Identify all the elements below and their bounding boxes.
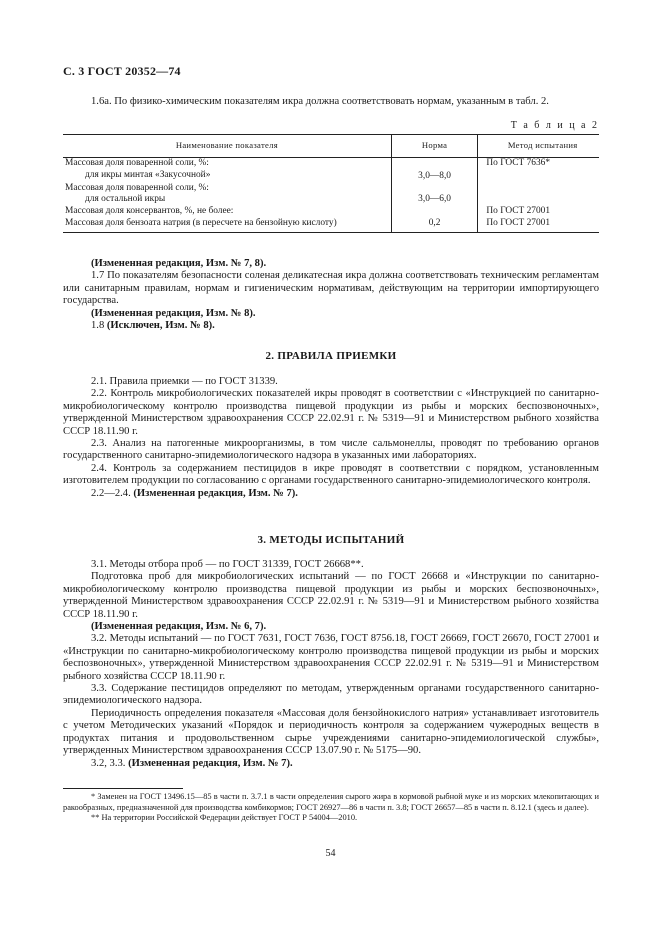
section-2-body — [63, 376, 599, 500]
section-3-body — [63, 559, 599, 770]
cell-norm: 3,0—6,0 — [391, 194, 478, 206]
paragraph: 3.3. Содержание пестицидов определяют по методам, утвержденным органами государственного санитарно-эпидемиологического надзора. — [63, 683, 599, 707]
table-row — [63, 194, 599, 206]
running-header: С. 3 ГОСТ 20352—74 — [63, 64, 181, 78]
table-row — [63, 183, 599, 195]
amendment-note: (Измененная редакция, Изм. № 7). — [133, 487, 298, 499]
paragraph: 2.1. Правила приемки — по ГОСТ 31339. — [91, 376, 278, 387]
column-header-method: Метод испытания — [478, 135, 599, 158]
table-row — [63, 206, 599, 218]
column-header-norm: Норма — [391, 135, 478, 158]
cell-norm: 3,0—8,0 — [391, 170, 478, 183]
paragraph: 2.3. Анализ на патогенные микроорганизмы, в том числе сальмонеллы, проводят по требованию органов государственного санитарно-эпидемиологического надзора в указанных ими лабораториях. — [63, 438, 599, 462]
cell-method — [478, 170, 599, 183]
paragraph: 1.6а. По физико-химическим показателям икра должна соответствовать нормам, указанным в табл. 2. — [91, 96, 549, 107]
cell-indicator: Массовая доля консервантов, %, не более: — [65, 206, 234, 217]
amendment-note: (Измененная редакция, Изм. № 6, 7). — [91, 621, 267, 633]
cell-indicator: Массовая доля бензоата натрия (в пересчете на бензойную кислоту) — [63, 218, 391, 232]
cell-indicator: Массовая доля поваренной соли, %: — [65, 158, 209, 168]
page-number: 54 — [325, 848, 336, 859]
cell-norm: 0,2 — [391, 218, 478, 232]
paragraph: Подготовка проб для микробиологических испытаний — по ГОСТ 26668 и «Инструкции по санитарно-микробиологическому контролю производства пищевой продукции из рыбы и морских беспозвоночных», утвержденной Министерством здравоохранения СССР 22.02.91 г. № 5319—91 и Министерством рыбного хозяйства СССР 18.11.90 г. — [63, 571, 599, 620]
amendment-note: (Измененная редакция, Изм. № 7). — [128, 757, 293, 769]
paragraph: 3.1. Методы отбора проб — по ГОСТ 31339, ГОСТ 26668**. — [91, 559, 364, 570]
clause-number: 3.2, 3.3. — [91, 757, 126, 769]
cell-indicator: для остальной икры — [85, 194, 166, 205]
amendment-note: (Измененная редакция, Изм. № 8). — [91, 307, 256, 319]
table-row — [63, 218, 599, 232]
table-header-row — [63, 135, 599, 158]
cell-method — [478, 194, 599, 206]
cell-method — [478, 183, 599, 195]
cell-method: По ГОСТ 27001 — [478, 206, 599, 218]
clauses-1-7-1-8 — [63, 258, 599, 332]
paragraph: 2.2. Контроль микробиологических показателей икры проводят в соответствии с «Инструкцией по санитарно-микробиологическому контролю производства пищевой продукции из рыбы и морских беспозвоночных», утвержденной Министерством здравоохранения СССР 22.02.91 г. № 5319—91 и Министерством рыбного хозяйства СССР 18.11.90 г. — [63, 388, 599, 437]
section-heading: 3. МЕТОДЫ ИСПЫТАНИЙ — [257, 534, 405, 546]
paragraph — [63, 320, 599, 332]
clause-1-6a — [63, 96, 599, 108]
cell-indicator: для икры минтая «Закусочной» — [85, 169, 211, 180]
paragraph: 3.2. Методы испытаний — по ГОСТ 7631, ГОСТ 7636, ГОСТ 8756.18, ГОСТ 26669, ГОСТ 26670, ГОСТ 27001 и «Инструкции по санитарно-микробиологическому контролю производства пищевой продукции из рыбы и морских беспозвоночных», утвержденной Министерством здравоохранения СССР 22.02.91 г. № 5319—91 и Министерством рыбного хозяйства СССР 18.11.90 г. — [63, 633, 599, 682]
column-header-indicator: Наименование показателя — [63, 135, 391, 158]
cell-norm — [391, 158, 478, 170]
clause-number: 1.8 — [91, 320, 105, 332]
cell-indicator: Массовая доля поваренной соли, %: — [65, 182, 209, 193]
footnote: * Заменен на ГОСТ 13496.15—85 в части п. 3.7.1 в части определения сырого жира в кормовой рыбной муке и из морских млекопитающих и ракообразных, предназначенной для производства комбикормов; ГОСТ 26927—86 в части п. 3.8; ГОСТ 26657—85 в части п. 8.12.1 (здесь и далее). — [63, 792, 599, 812]
table-row — [63, 158, 599, 170]
amendment-note: (Исключен, Изм. № 8). — [106, 320, 215, 332]
cell-norm — [391, 183, 478, 195]
amendment-note: (Измененная редакция, Изм. № 7, 8). — [91, 258, 267, 269]
footnotes — [63, 792, 599, 824]
paragraph: 1.7 По показателям безопасности соленая деликатесная икра должна соответствовать техническим регламентам или санитарным правилам, нормам и гигиеническим нормативам, действующим на территории импортирующего государства. — [63, 270, 599, 307]
table-2 — [63, 134, 599, 233]
table-caption: Т а б л и ц а 2 — [510, 120, 599, 131]
paragraph — [63, 758, 599, 770]
paragraph — [63, 488, 599, 500]
table-row — [63, 170, 599, 183]
paragraph: Периодичность определения показателя «Массовая доля бензойнокислого натрия» устанавливает изготовитель с учетом Методических указаний «Порядок и периодичность контроля за содержанием чужеродных веществ в продуктах питания и продовольственном сырье учреждениями санитарно-эпидемиологической службы», утвержденных Министерством здравоохранения СССР 13.07.90 г. № 5175—90. — [63, 707, 599, 757]
cell-method: По ГОСТ 27001 — [478, 218, 599, 232]
footnote: ** На территории Российской Федерации действует ГОСТ Р 54004—2010. — [91, 813, 358, 823]
paragraph: 2.4. Контроль за содержанием пестицидов в икре проводят в соответствии с порядком, установленным изготовителем продукции по согласованию с органами государственного санитарно-эпидемиологического контроля. — [63, 462, 599, 487]
cell-norm — [391, 206, 478, 218]
clause-number: 2.2—2.4. — [91, 487, 131, 499]
section-heading: 2. ПРАВИЛА ПРИЕМКИ — [265, 350, 397, 362]
footnote-divider — [63, 788, 183, 789]
cell-method: По ГОСТ 7636* — [478, 158, 599, 170]
